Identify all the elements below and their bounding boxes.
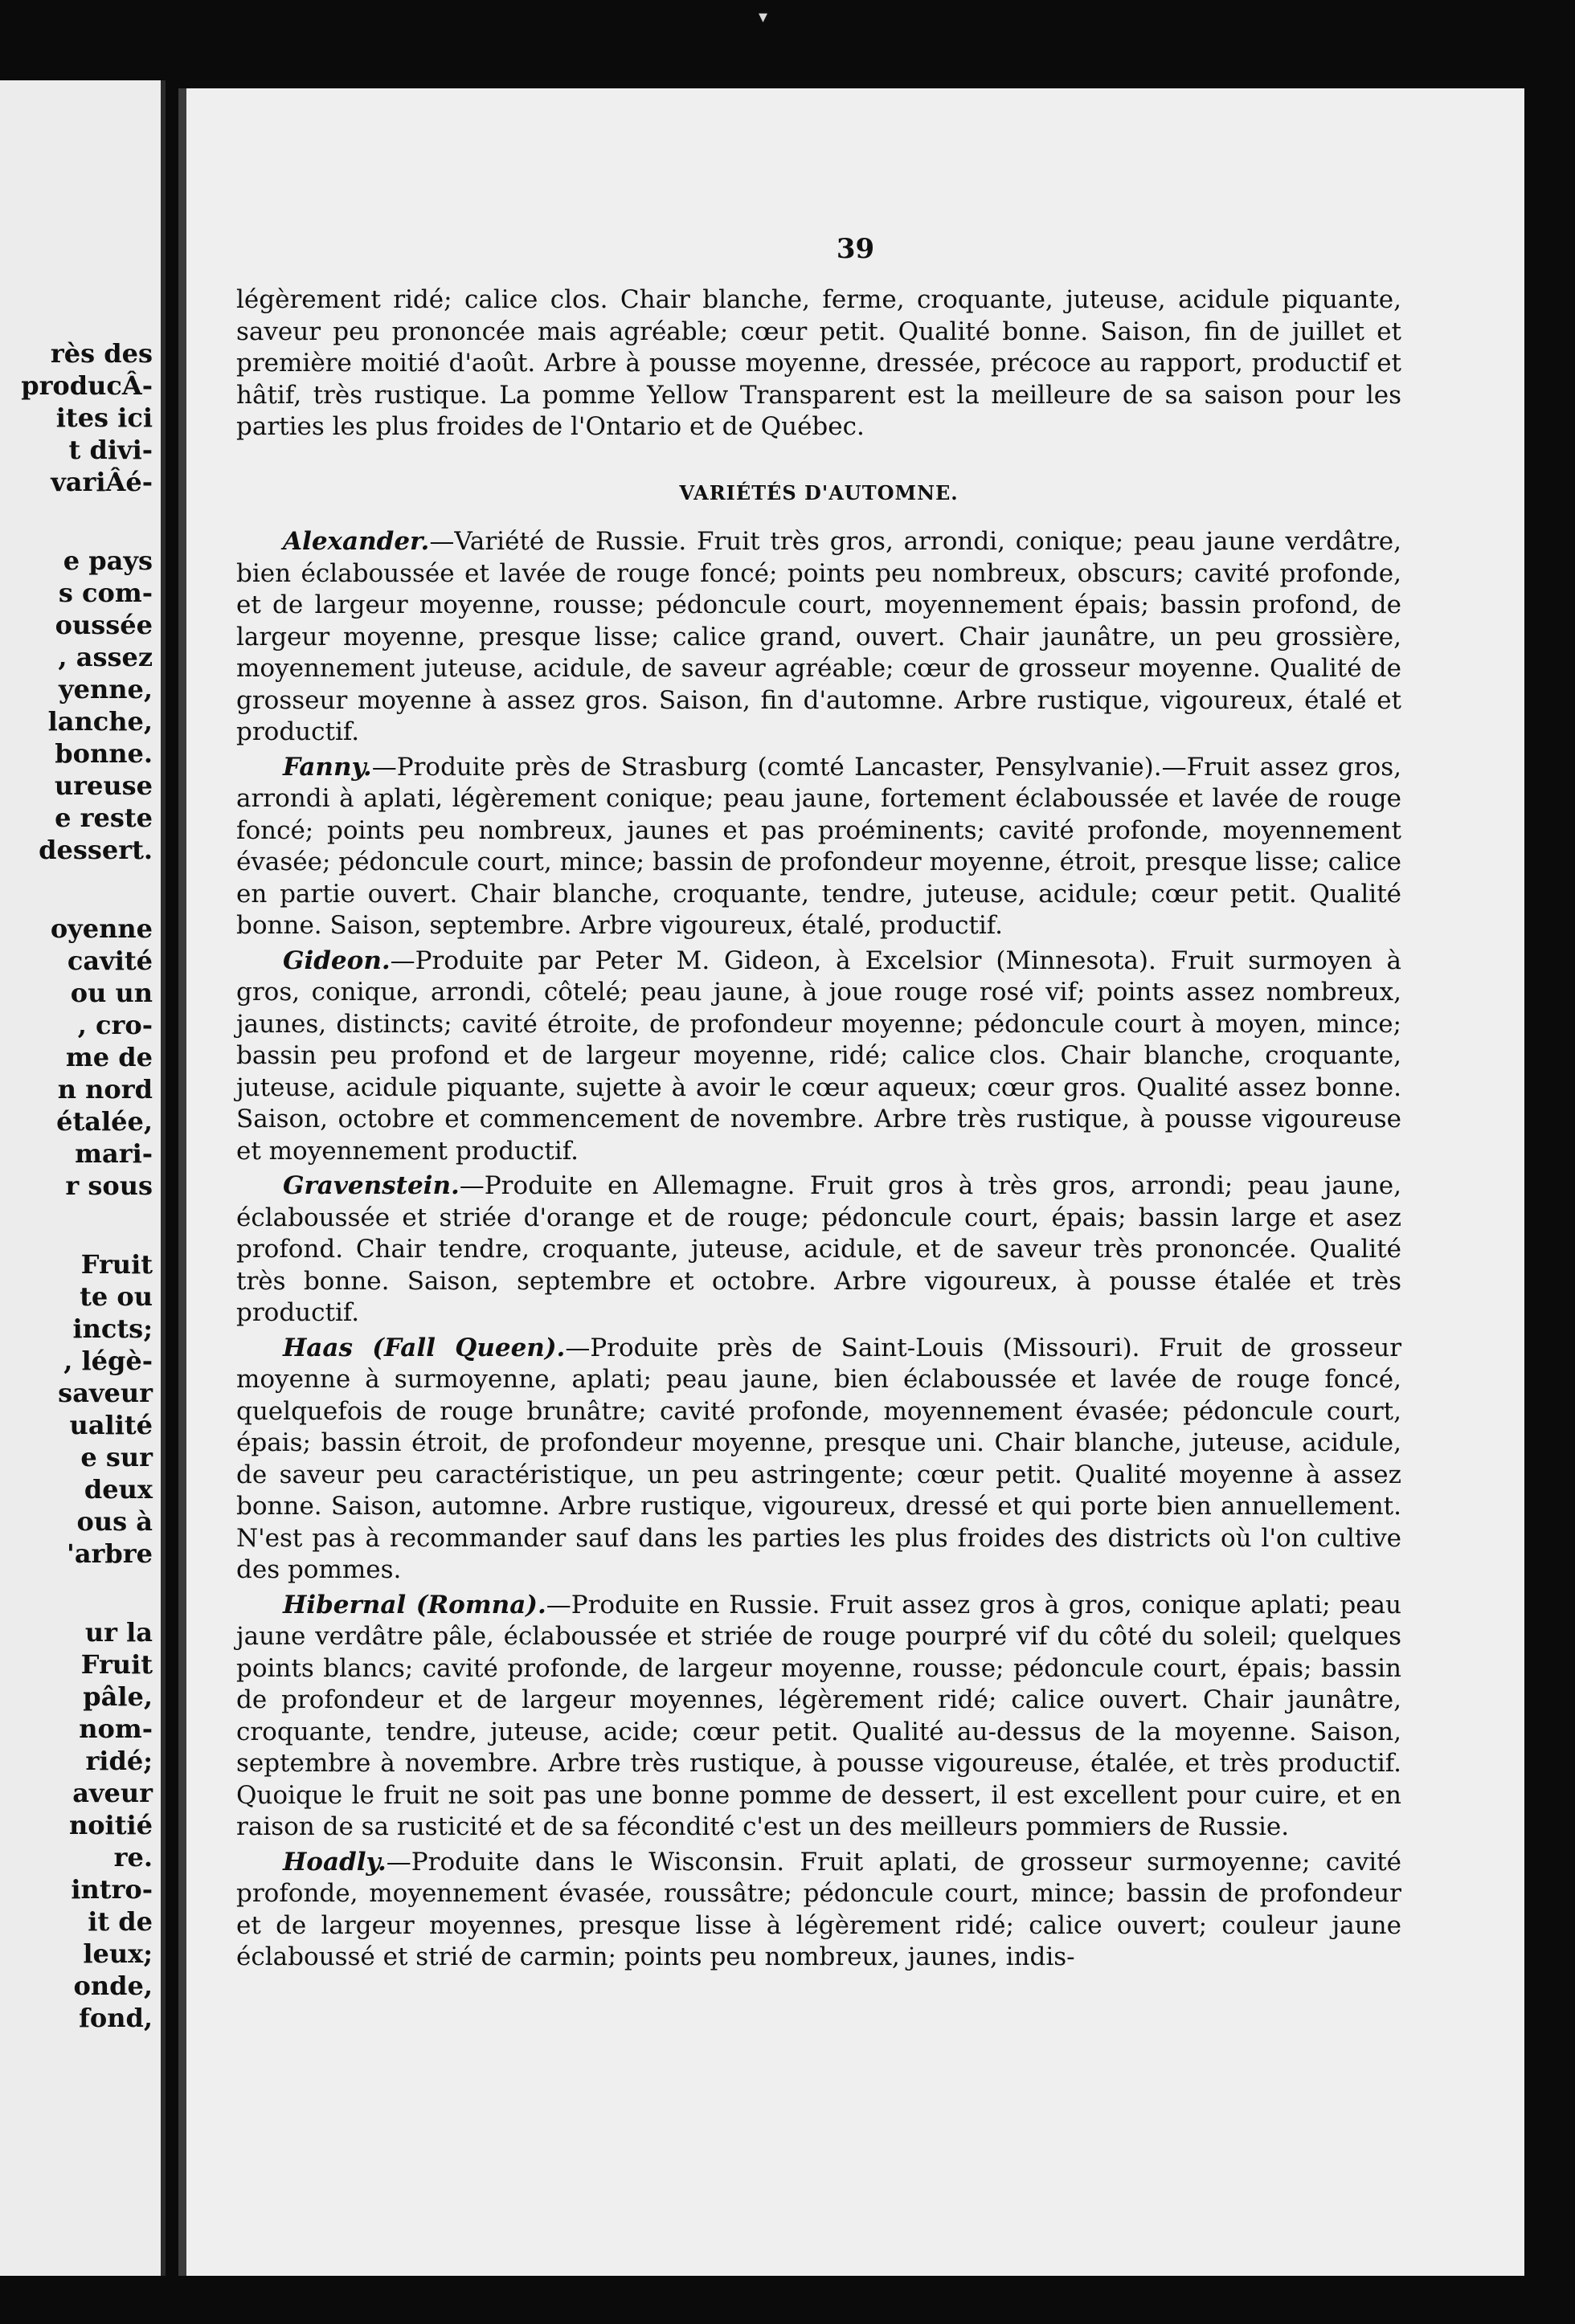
previous-page-line: me de <box>65 1042 153 1072</box>
previous-page-gap <box>0 1570 153 1616</box>
previous-page-line: nom- <box>79 1713 153 1744</box>
previous-page-line: producÂ- <box>21 370 153 401</box>
previous-page-text <box>0 337 153 2034</box>
previous-page-line: Fruit <box>80 1249 153 1280</box>
previous-page-gap <box>0 866 153 913</box>
variety-paragraph <box>236 1847 1401 1974</box>
previous-page-line: , assez <box>58 642 153 672</box>
previous-page-line: r sous <box>65 1170 153 1201</box>
previous-page-line: re. <box>113 1842 153 1873</box>
variety-description: —Produite près de Strasburg (comté Lancaster, Pensylvanie).—Fruit assez gros, arrondi à aplati, légèrement conique; peau jaune, fortement éclaboussée et lavée de rouge foncé; points peu nombreux, jaunes et pas proéminents; cavité profonde, moyennement évasée; pédoncule court, mince; bassin de profondeur moyenne, étroit, presque lisse; calice en partie ouvert. Chair blanche, croquante, tendre, juteuse, acidule; cœur petit. Qualité bonne. Saison, septembre. Arbre vigoureux, étalé, productif. <box>236 752 1401 940</box>
previous-page-line: ou un <box>70 978 153 1008</box>
variety-description: —Produite en Allemagne. Fruit gros à très gros, arrondi; peau jaune, éclaboussée et striée d'orange et de rouge; pédoncule court, épais; bassin large et asez profond. Chair tendre, croquante, juteuse, acidule, et de saveur très prononcée. Qualité très bonne. Saison, septembre et octobre. Arbre vigoureux, à pousse étalée et très productif. <box>236 1171 1401 1327</box>
variety-name: Hoadly. <box>283 1847 387 1877</box>
variety-name: Gravenstein. <box>283 1171 460 1200</box>
variety-paragraph <box>236 752 1401 942</box>
previous-page-line: Fruit <box>80 1649 153 1680</box>
previous-page-line: fond, <box>79 2003 153 2033</box>
previous-page-strip <box>0 80 166 2322</box>
previous-page-line: te ou <box>80 1281 153 1312</box>
variety-name: Hibernal (Romna). <box>283 1590 546 1619</box>
bottom-band <box>0 2276 1575 2324</box>
variety-name: Haas (Fall Queen). <box>283 1333 566 1362</box>
variety-paragraph <box>236 1590 1401 1844</box>
previous-page-line: n nord <box>57 1074 153 1105</box>
variety-description: —Produite près de Saint-Louis (Missouri). Fruit de grosseur moyenne à surmoyenne, aplati; peau jaune, bien éclaboussée et lavée de rouge foncé, quelquefois de rouge brunâtre; cavité profonde, moyennement évasée; pédoncule court, épais; bassin étroit, de profondeur moyenne, presque uni. Chair blanche, juteuse, acidule, de saveur peu caractéristique, un peu astringente; cœur petit. Qualité moyenne à assez bonne. Saison, automne. Arbre rustique, vigoureux, dressé et qui porte bien annuellement. N'est pas à recommander sauf dans les parties les plus froides des districts où l'on cultive des pommes. <box>236 1333 1402 1584</box>
previous-page-line: pâle, <box>83 1681 153 1712</box>
previous-page-gap <box>0 498 153 545</box>
previous-page-line: yenne, <box>59 674 153 705</box>
page <box>178 88 1524 2289</box>
previous-page-line: intro- <box>71 1874 153 1905</box>
previous-page-line: étalée, <box>56 1106 153 1137</box>
variety-paragraph <box>236 946 1401 1168</box>
variety-paragraph <box>236 1333 1401 1587</box>
previous-page-line: e sur <box>80 1442 153 1472</box>
previous-page-line: onde, <box>73 1971 153 2001</box>
previous-page-line: 'arbre <box>67 1538 153 1569</box>
previous-page-line: oyenne <box>50 913 153 944</box>
previous-page-gap <box>0 1202 153 1248</box>
previous-page-line: deux <box>84 1474 153 1505</box>
varieties-list <box>236 526 1401 1974</box>
previous-page-line: aveur <box>72 1778 153 1808</box>
variety-description: —Produite en Russie. Fruit assez gros à gros, conique aplati; peau jaune verdâtre pâle, éclaboussée et striée de rouge pourpré vif du côté du soleil; quelques points blancs; cavité profonde, de largeur moyenne, rousse; pédoncule court, épais; bassin de profondeur et de largeur moyennes, légèrement ridé; calice ouvert. Chair jaunâtre, croquante, tendre, juteuse, acide; cœur petit. Qualité au-dessus de la moyenne. Saison, septembre à novembre. Arbre très rustique, à pousse vigoureuse, étalée, et très productif. Quoique le fruit ne soit pas une bonne pomme de dessert, il est excellent pour cuire, et en raison de sa rusticité et de sa fécondité c'est un des meilleurs pommiers de Russie. <box>236 1590 1401 1841</box>
previous-page-line: noitié <box>68 1810 153 1840</box>
previous-page-line: ualité <box>69 1410 153 1440</box>
page-body <box>236 284 1401 1974</box>
variety-name: Gideon. <box>283 946 391 975</box>
intro-paragraph: légèrement ridé; calice clos. Chair blanche, ferme, croquante, juteuse, acidule piquante, saveur peu prononcée mais agréable; cœur petit. Qualité bonne. Saison, fin de juillet et première moitié d'août. Arbre à pousse moyenne, dressée, précoce au rapport, productif et hâtif, très rustique. La pomme Yellow Transparent est la meilleure de sa saison pour les parties les plus froides de l'Ontario et de Québec. <box>236 285 1401 441</box>
previous-page-line: s com- <box>58 578 153 608</box>
previous-page-line: ureuse <box>54 770 153 801</box>
previous-page-line: leux; <box>83 1938 153 1969</box>
previous-page-line: t divi- <box>68 435 153 465</box>
previous-page-line: , cro- <box>77 1010 153 1040</box>
previous-page-line: ur la <box>84 1617 153 1648</box>
previous-page-line: mari- <box>75 1138 153 1169</box>
previous-page-line: , légè- <box>63 1346 153 1376</box>
previous-page-line: ridé; <box>85 1746 153 1776</box>
previous-page-line: bonne. <box>55 738 153 769</box>
variety-name: Alexander. <box>283 527 430 556</box>
previous-page-line: saveur <box>58 1378 153 1408</box>
previous-page-line: it de <box>88 1906 153 1937</box>
previous-page-line: incts; <box>72 1313 153 1344</box>
variety-name: Fanny. <box>283 752 372 782</box>
previous-page-line: e pays <box>63 545 153 576</box>
variety-description: —Produite par Peter M. Gideon, à Excelsior (Minnesota). Fruit surmoyen à gros, conique, arrondi, côtelé; peau jaune, à joue rouge rosé vif; points assez nombreux, jaunes, distincts; cavité étroite, de profondeur moyenne; pédoncule court à moyen, mince; bassin peu profond et de largeur moyenne, ridé; calice clos. Chair blanche, croquante, juteuse, acidule piquante, sujette à avoir le cœur aqueux; cœur gros. Qualité assez bonne. Saison, octobre et commencement de novembre. Arbre très rustique, à pousse vigoureuse et moyennement productif. <box>236 946 1401 1166</box>
variety-description: —Produite dans le Wisconsin. Fruit aplati, de grosseur surmoyenne; cavité profonde, moyennement évasée, roussâtre; pédoncule court, mince; bassin de profondeur et de largeur moyennes, presque lisse à légèrement ridé; calice ouvert; couleur jaune éclaboussé et strié de carmin; points peu nombreux, jaunes, indis- <box>236 1847 1401 1971</box>
top-mark: ▾ <box>759 7 768 27</box>
section-heading: VARIÉTÉS D'AUTOMNE. <box>679 480 959 504</box>
previous-page-line: cavité <box>67 946 153 976</box>
previous-page-line: rès des <box>50 338 153 369</box>
previous-page-line: e reste <box>55 803 153 833</box>
previous-page-line: dessert. <box>39 835 153 865</box>
previous-page-line: variÂé- <box>51 467 153 497</box>
previous-page-line: ous à <box>76 1506 153 1537</box>
variety-paragraph <box>236 1170 1401 1329</box>
previous-page-line: oussée <box>55 610 153 640</box>
page-number: 39 <box>836 233 875 265</box>
variety-paragraph <box>236 526 1401 749</box>
variety-description: —Variété de Russie. Fruit très gros, arrondi, conique; peau jaune verdâtre, bien éclaboussée et lavée de rouge foncé; points peu nombreux, obscurs; cavité profonde, et de largeur moyenne, rousse; pédoncule court, moyennement épais; bassin profond, de largeur moyenne, presque lisse; calice grand, ouvert. Chair jaunâtre, un peu grossière, moyennement juteuse, acidule, de saveur agréable; cœur de grosseur moyenne. Qualité de grosseur moyenne à assez gros. Saison, fin d'automne. Arbre rustique, vigoureux, étalé et productif. <box>236 527 1401 746</box>
previous-page-line: ites ici <box>55 402 153 433</box>
previous-page-line: lanche, <box>47 706 153 737</box>
